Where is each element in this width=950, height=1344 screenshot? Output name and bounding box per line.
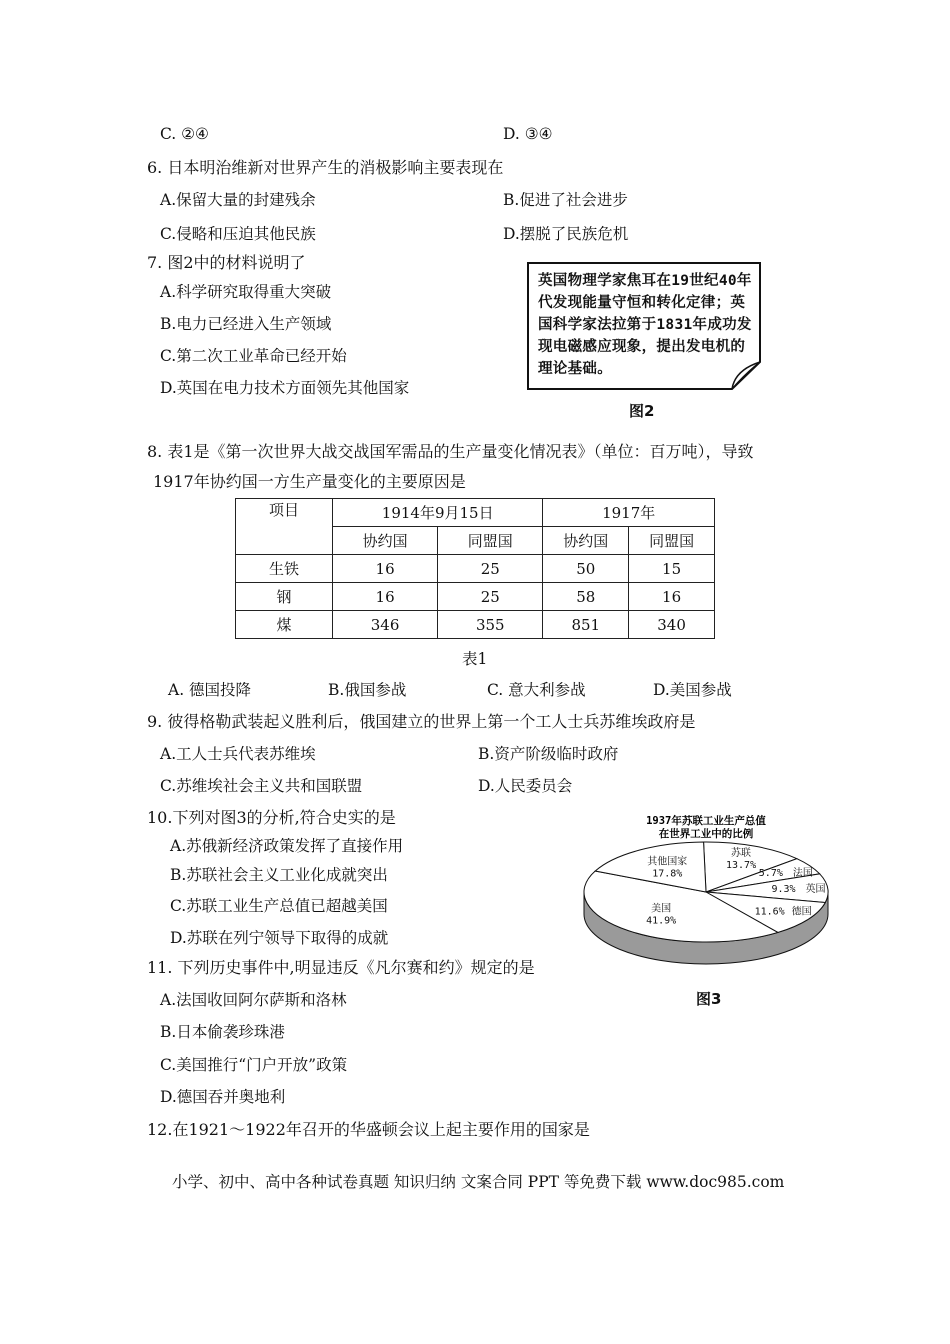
table-cell: 346 <box>333 611 438 639</box>
q6-stem: 6. 日本明治维新对世界产生的消极影响主要表现在 <box>147 158 504 177</box>
table-cell: 16 <box>333 583 438 611</box>
q7-option-a: A.科学研究取得重大突破 <box>160 283 332 301</box>
table-cell: 851 <box>543 611 629 639</box>
table-cell: 340 <box>629 611 715 639</box>
table-cell: 58 <box>543 583 629 611</box>
table-cell: 50 <box>543 555 629 583</box>
table-subheader: 协约国 <box>333 527 438 555</box>
q6-option-a: A.保留大量的封建残余 <box>160 191 316 209</box>
q5-option-d: D. ③④ <box>503 125 553 143</box>
q10-option-c: C.苏联工业生产总值已超越美国 <box>170 897 388 915</box>
table-row <box>236 555 715 583</box>
table-cell: 25 <box>438 583 543 611</box>
pie-slice-label: 苏联 <box>731 847 752 859</box>
q9-option-d: D.人民委员会 <box>478 777 573 795</box>
q9-option-b: B.资产阶级临时政府 <box>478 745 619 763</box>
table-subheader: 协约国 <box>543 527 629 555</box>
q8-option-a: A. 德国投降 <box>168 681 252 699</box>
pie-title-line1: 1937年苏联工业生产总值 <box>646 815 766 827</box>
table-header-item: 项目 <box>236 499 333 555</box>
pie-slice-label: 其他国家 <box>647 856 688 868</box>
table-cell: 16 <box>629 583 715 611</box>
q9-stem: 9. 彼得格勒武装起义胜利后，俄国建立的世界上第一个工人士兵苏维埃政府是 <box>147 712 696 731</box>
table-cell: 25 <box>438 555 543 583</box>
q9-option-c: C.苏维埃社会主义共和国联盟 <box>160 777 363 795</box>
table-subheader: 同盟国 <box>438 527 543 555</box>
pie-slice-label: 法国 <box>792 868 813 880</box>
table-row <box>236 611 715 639</box>
pie-slice-value: 41.9% <box>646 915 677 927</box>
figure-2-text: 英国物理学家焦耳在19世纪40年代发现能量守恒和转化定律；英国科学家法拉第于1831年成功发现电磁感应现象，提出发电机的理论基础。 <box>538 273 752 377</box>
figure-3-caption: 图3 <box>696 990 722 1008</box>
q6-option-d: D.摆脱了民族危机 <box>503 225 629 243</box>
figure-3-pie-chart <box>580 810 840 980</box>
q8-stem-line2: 1917年协约国一方生产量变化的主要原因是 <box>153 472 466 491</box>
q5-option-c: C. ②④ <box>160 125 209 143</box>
q8-option-c: C. 意大利参战 <box>487 681 586 699</box>
q10-option-a: A.苏俄新经济政策发挥了直接作用 <box>170 837 404 855</box>
q7-option-b: B.电力已经进入生产领域 <box>160 315 332 333</box>
row-label: 钢 <box>236 583 333 611</box>
q8-option-b: B.俄国参战 <box>328 681 407 699</box>
q11-option-a: A.法国收回阿尔萨斯和洛林 <box>160 991 347 1009</box>
q10-option-d: D.苏联在列宁领导下取得的成就 <box>170 929 389 947</box>
q11-option-c: C.美国推行“门户开放”政策 <box>160 1056 348 1074</box>
table-cell: 15 <box>629 555 715 583</box>
q10-stem: 10.下列对图3的分析,符合史实的是 <box>147 808 396 827</box>
pie-slice-value: 9.3% <box>771 884 796 896</box>
q7-option-c: C.第二次工业革命已经开始 <box>160 347 347 365</box>
pie-slice-value: 17.8% <box>652 868 683 880</box>
pie-slice-label: 美国 <box>651 903 672 915</box>
q11-stem: 11. 下列历史事件中,明显违反《凡尔赛和约》规定的是 <box>147 958 535 977</box>
row-label: 生铁 <box>236 555 333 583</box>
table-cell: 355 <box>438 611 543 639</box>
q11-option-b: B.日本偷袭珍珠港 <box>160 1023 285 1041</box>
pie-slice-value: 11.6% <box>754 906 785 918</box>
q6-option-b: B.促进了社会进步 <box>503 191 628 209</box>
q10-option-b: B.苏联社会主义工业化成就突出 <box>170 866 388 884</box>
pie-title-line2: 在世界工业中的比例 <box>658 828 754 840</box>
q7-stem: 7. 图2中的材料说明了 <box>147 253 306 272</box>
table-row <box>236 583 715 611</box>
q11-option-d: D.德国吞并奥地利 <box>160 1088 286 1106</box>
pie-slice-label: 英国 <box>805 884 826 896</box>
q8-option-d: D.美国参战 <box>653 681 732 699</box>
table-header-1917: 1917年 <box>543 499 715 527</box>
table-1 <box>235 498 715 639</box>
table-cell: 16 <box>333 555 438 583</box>
table-header-1914: 1914年9月15日 <box>333 499 543 527</box>
q7-option-d: D.英国在电力技术方面领先其他国家 <box>160 379 410 397</box>
page-footer: 小学、初中、高中各种试卷真题 知识归纳 文案合同 PPT 等免费下载 www.doc985.com <box>172 1173 785 1191</box>
figure-2-caption: 图2 <box>629 402 655 420</box>
pie-slice-value: 5.7% <box>758 868 783 880</box>
pie-slice-value: 13.7% <box>725 859 757 871</box>
q12-stem: 12.在1921～1922年召开的华盛顿会议上起主要作用的国家是 <box>147 1120 590 1139</box>
table-subheader: 同盟国 <box>629 527 715 555</box>
q6-option-c: C.侵略和压迫其他民族 <box>160 225 316 243</box>
pie-slice-label: 德国 <box>791 906 812 918</box>
row-label: 煤 <box>236 611 333 639</box>
q9-option-a: A.工人士兵代表苏维埃 <box>160 745 316 763</box>
q8-stem-line1: 8. 表1是《第一次世界大战交战国军需品的生产量变化情况表》（单位：百万吨），导致 <box>147 442 754 461</box>
table-1-caption: 表1 <box>462 650 488 668</box>
